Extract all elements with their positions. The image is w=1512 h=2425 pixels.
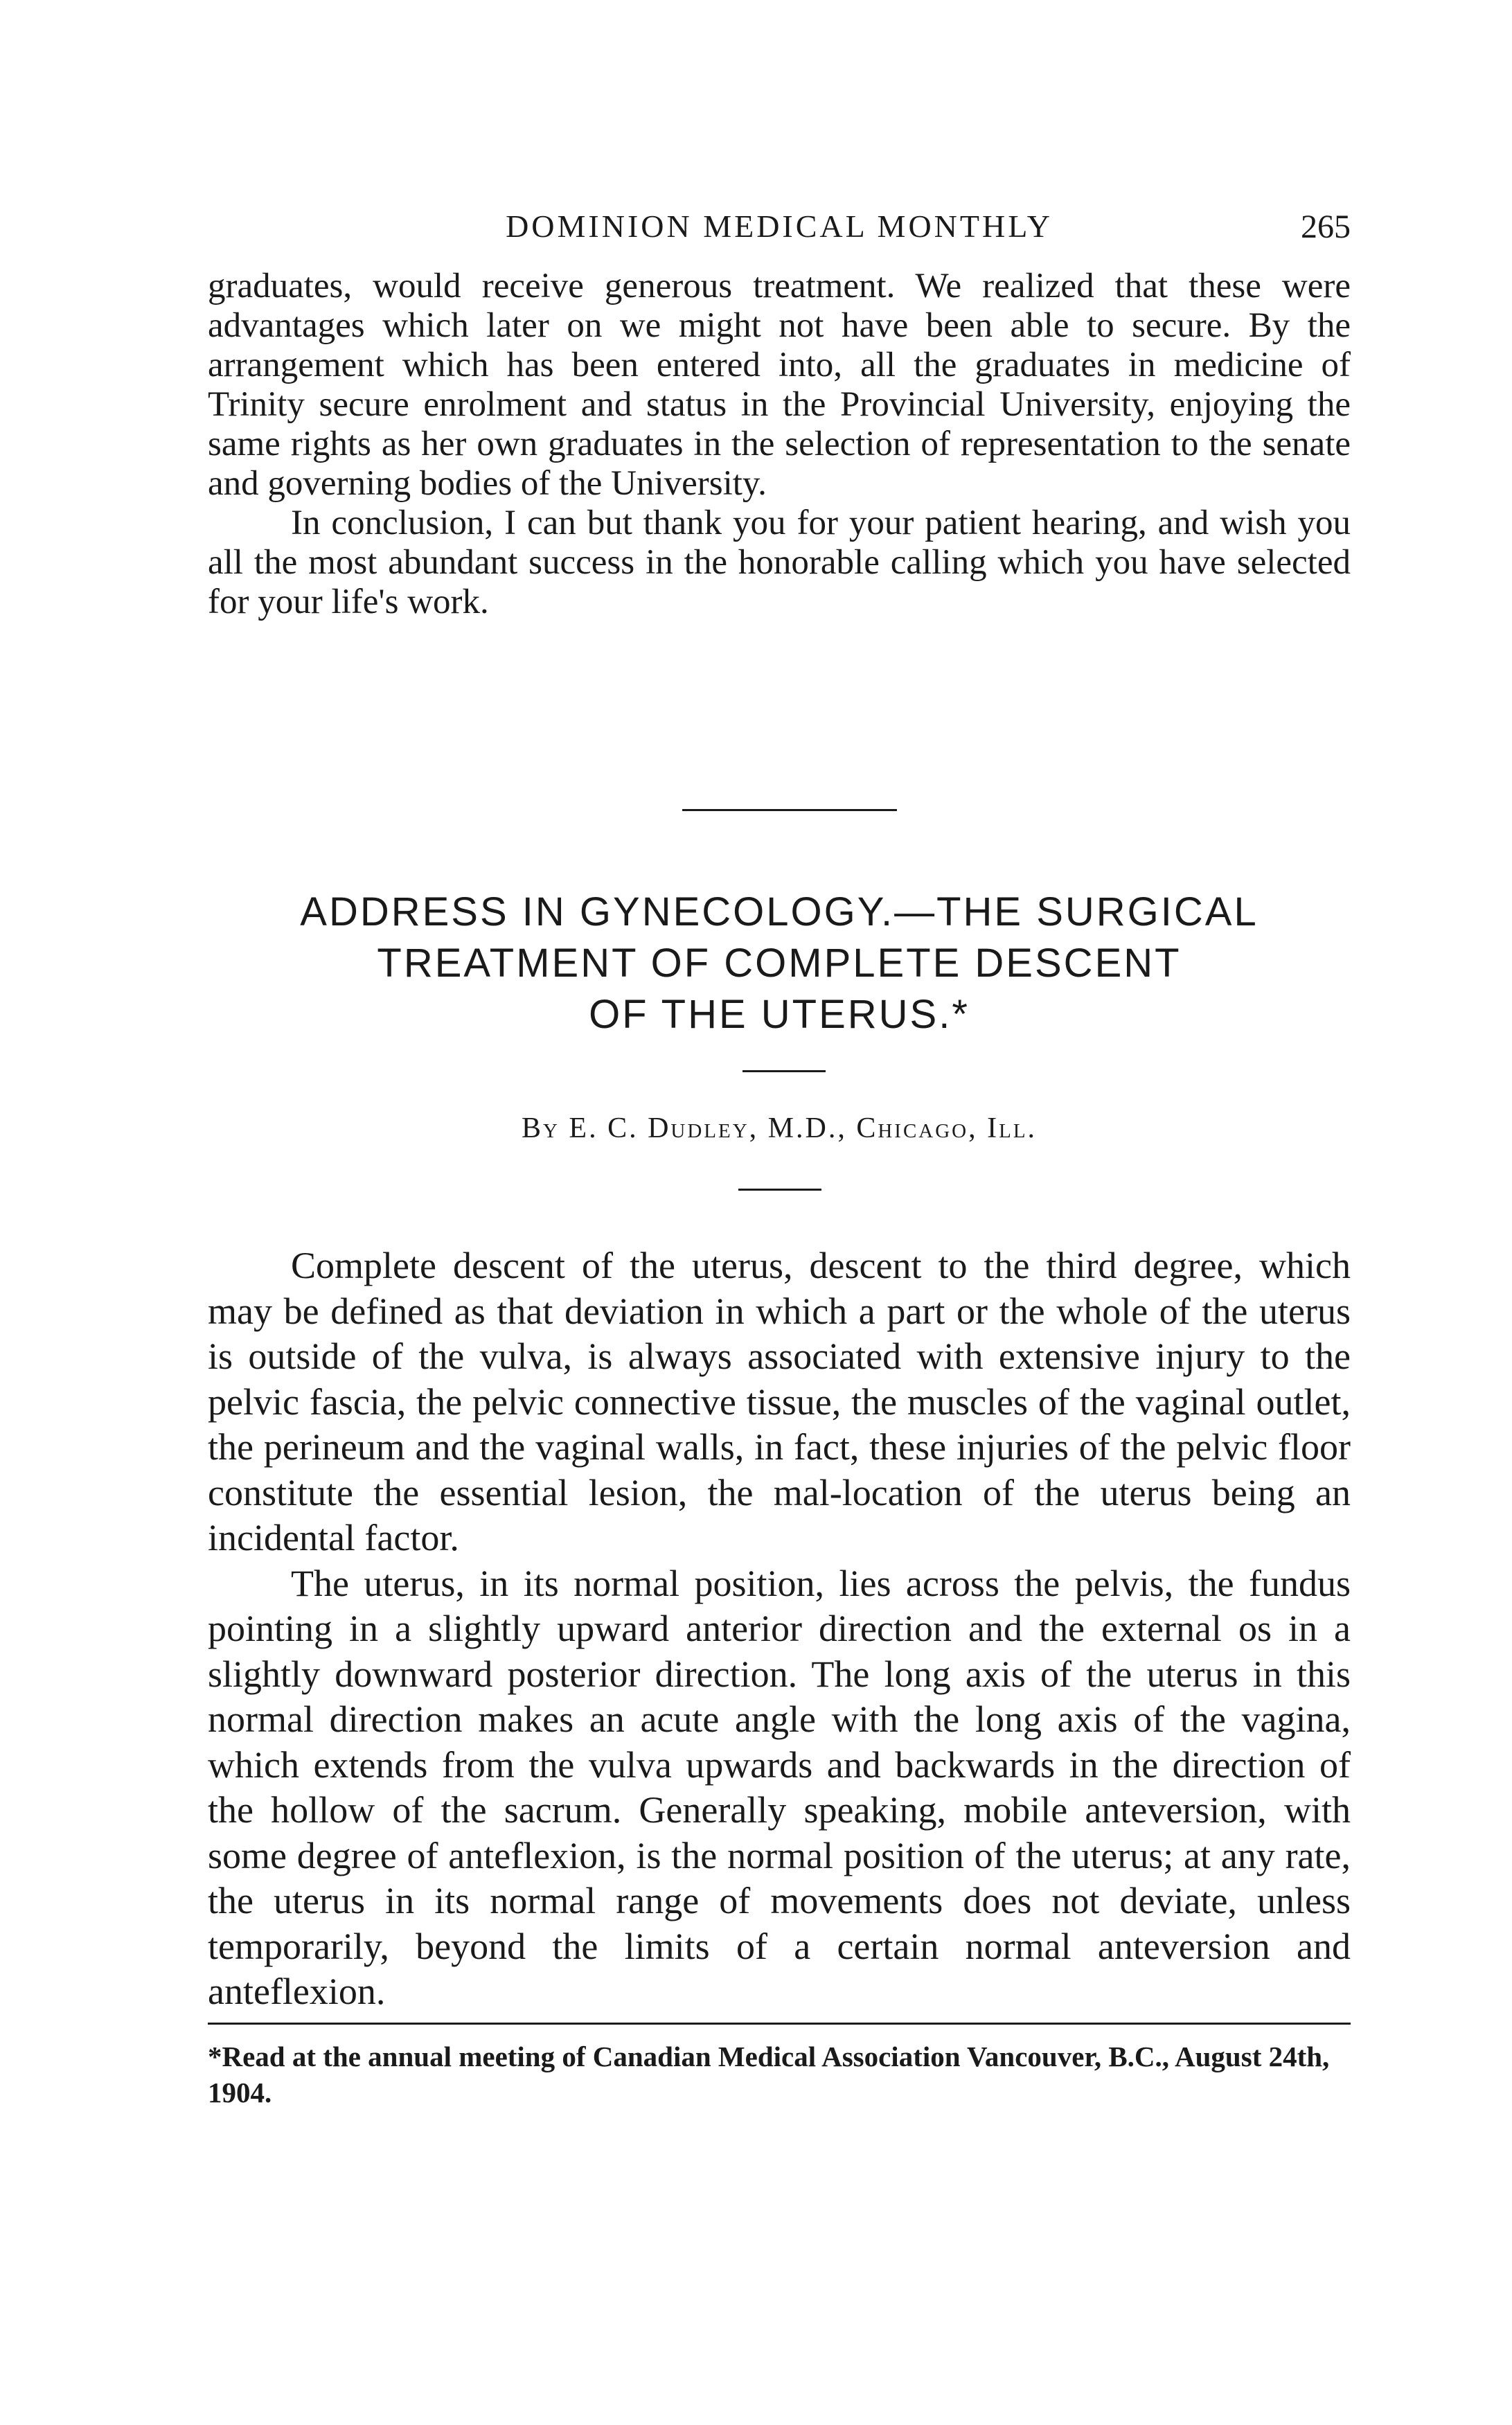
- title-line: TREATMENT OF COMPLETE DESCENT: [377, 941, 1182, 986]
- paragraph: Complete descent of the uterus, descent to the third degree, which may be defined as that deviation in which a part or the whole of the uterus is outside of the vulva, is always associated with extensive injury to the pelvic fascia, the pelvic connective tissue, the muscles of the vaginal outlet, the perineum and the vaginal walls, in fact, these injuries of the pelvic floor constitute the essential lesion, the mal-location of the uterus being an incidental factor.: [208, 1245, 1351, 1558]
- author-byline: By E. C. Dudley, M.D., Chicago, Ill.: [521, 1112, 1038, 1144]
- title-line: OF THE UTERUS.*: [589, 992, 970, 1037]
- footnote-rule: [208, 2023, 1351, 2025]
- paragraph: The uterus, in its normal position, lies across the pelvis, the fundus pointing in a slightly upward anterior direction and the external os in a slightly downward posterior direction. The long axis of the uterus in this normal direction makes an acute angle with the long axis of the vagina, which extends from the vulva upwards and backwards in the direction of the hollow of the sacrum. Generally speaking, mobile anteversion, with some degree of anteflexion, is the normal position of the uterus; at any rate, the uterus in its normal range of movements does not deviate, unless temporarily, beyond the limits of a certain normal anteversion and anteflexion.: [208, 1562, 1351, 2012]
- running-title: DOMINION MEDICAL MONTHLY: [506, 208, 1053, 244]
- article-title: [208, 887, 1351, 1040]
- page-number: 265: [1301, 208, 1351, 245]
- byline-divider: [738, 1189, 821, 1191]
- title-line: ADDRESS IN GYNECOLOGY.—THE SURGICAL: [300, 889, 1258, 934]
- paragraph: graduates, would receive generous treatment. We realized that these were advantages which later on we might not have been able to secure. By the arrangement which has been entered into, all the graduates in medicine of Trinity secure enrolment and status in the Provincial University, enjoying the same rights as her own graduates in the selection of representation to the senate and governing bodies of the University.: [208, 267, 1351, 503]
- previous-article-ending: [208, 267, 1351, 622]
- running-header: [208, 208, 1351, 249]
- footnote: *Read at the annual meeting of Canadian Medical Association Vancouver, B.C., August 24th, 1904.: [208, 2041, 1330, 2108]
- section-divider: [682, 809, 897, 811]
- title-divider: [742, 1070, 826, 1072]
- paragraph: In conclusion, I can but thank you for your patient hearing, and wish you all the most abundant success in the honorable calling which you have selected for your life's work.: [208, 504, 1351, 621]
- article-body: [208, 1243, 1351, 2015]
